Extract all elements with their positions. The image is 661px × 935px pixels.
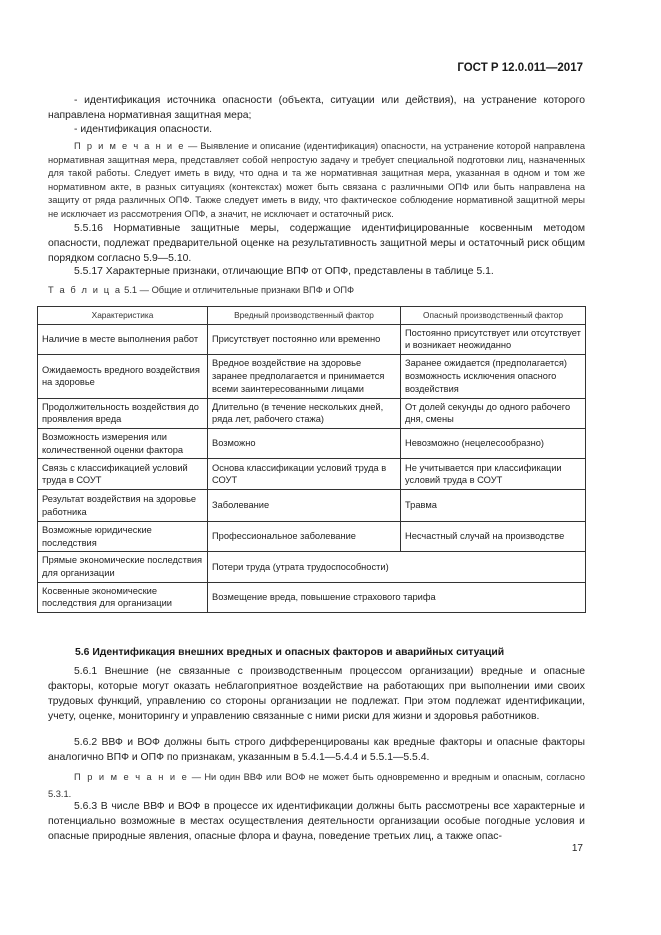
table-row <box>38 428 586 458</box>
section-5-6-title: 5.6 Идентификация внешних вредных и опасных факторов и аварийных ситуаций <box>75 647 505 658</box>
table-cell: Длительно (в течение нескольких дней, ряда лет, рабочего стажа) <box>208 398 401 428</box>
table-cell: Заболевание <box>208 490 401 522</box>
table-caption-text: 5.1 — Общие и отличительные признаки ВПФ и ОПФ <box>121 285 355 295</box>
paragraph-5-5-16: 5.5.16 Нормативные защитные меры, содержащие идентифицированные косвенным методом опасности, подлежат предварительной оценке на результативность защитной меры и остаточный риск общим порядком согласно 5.9—5.10. <box>48 223 585 264</box>
table-cell: Несчастный случай на производстве <box>401 522 586 552</box>
table-cell: Ожидаемость вредного воздействия на здоровье <box>38 354 208 398</box>
table-cell: Постоянно присутствует или отсутствует и возникает неожиданно <box>401 324 586 354</box>
table-row <box>38 490 586 522</box>
document-header-id: ГОСТ Р 12.0.011—2017 <box>457 62 583 74</box>
page-number: 17 <box>571 843 583 854</box>
table-cell: Возможность измерения или количественной оценки фактора <box>38 428 208 458</box>
table-cell: Вредное воздействие на здоровье заранее предполагается и принимается всеми заинтересованными лицами <box>208 354 401 398</box>
table-cell: Прямые экономические последствия для организации <box>38 552 208 582</box>
table-cell: Травма <box>401 490 586 522</box>
table-cell: Результат воздействия на здоровье работника <box>38 490 208 522</box>
table-caption-label: Т а б л и ц а <box>48 285 122 295</box>
table-cell-merged: Возмещение вреда, повышение страхового тарифа <box>208 582 586 612</box>
table-header-row <box>38 307 586 325</box>
intro-bullet-2: - идентификация опасности. <box>74 124 213 135</box>
table-cell: Заранее ожидается (предполагается) возможность исключения опасного воздействия <box>401 354 586 398</box>
table-header-cell: Вредный производственный фактор <box>208 307 401 325</box>
table-cell: Косвенные экономические последствия для организации <box>38 582 208 612</box>
table-cell: Наличие в месте выполнения работ <box>38 324 208 354</box>
table-cell: Возможно <box>208 428 401 458</box>
table-row <box>38 398 586 428</box>
paragraph-5-5-17: 5.5.17 Характерные признаки, отличающие ВПФ от ОПФ, представлены в таблице 5.1. <box>74 266 494 277</box>
note-2 <box>48 769 585 803</box>
table-cell: От долей секунды до одного рабочего дня, смены <box>401 398 586 428</box>
intro-bullet-1: - идентификация источника опасности (объекта, ситуации или действия), на устранение которого направлена нормативная защитная мера; <box>48 95 585 121</box>
table-cell: Связь с классификацией условий труда в СОУТ <box>38 459 208 490</box>
note-2-text: — Ни один ВВФ или ВОФ не может быть одновременно и вредным и опасным, согласно 5.3.1. <box>48 772 585 799</box>
note-2-label: П р и м е ч а н и е <box>74 772 189 782</box>
table-header-cell: Характеристика <box>38 307 208 325</box>
table-row <box>38 354 586 398</box>
table-cell: Возможные юридические последствия <box>38 522 208 552</box>
table-cell-merged: Потери труда (утрата трудоспособности) <box>208 552 586 582</box>
paragraph-5-6-1: 5.6.1 Внешние (не связанные с производственным процессом организации) вредные и опасные факторы, которые могут оказать неблагоприятное воздействие на работающих при выполнении ими своих трудовых функций, управлению со стороны организации не подлежат. При этом подлежат идентификации, учету, оценке, мониторингу и управлению связанные с ними риски для жизни и здоровья работников. <box>48 666 585 722</box>
table-row <box>38 522 586 552</box>
table-cell: Основа классификации условий труда в СОУТ <box>208 459 401 490</box>
table-cell: Профессиональное заболевание <box>208 522 401 552</box>
table-row <box>38 582 586 612</box>
table-row <box>38 459 586 490</box>
table-cell: Продолжительность воздействия до проявления вреда <box>38 398 208 428</box>
table-row <box>38 324 586 354</box>
table-header-cell: Опасный производственный фактор <box>401 307 586 325</box>
table-cell: Не учитывается при классификации условий труда в СОУТ <box>401 459 586 490</box>
note-1 <box>48 140 585 222</box>
table-cell: Присутствует постоянно или временно <box>208 324 401 354</box>
paragraph-5-6-3: 5.6.3 В числе ВВФ и ВОФ в процессе их идентификации должны быть рассмотрены все характерные и потенциально возможные в местах осуществления деятельности организации особые погодные условия и опасные природные явления, опасные флора и фауна, поведение третьих лиц, а также опас- <box>48 801 585 842</box>
comparison-table <box>37 306 586 613</box>
table-cell: Невозможно (нецелесообразно) <box>401 428 586 458</box>
paragraph-5-6-2: 5.6.2 ВВФ и ВОФ должны быть строго дифференцированы как вредные факторы и опасные факторы аналогично ВПФ и ОПФ по признакам, указанным в 5.4.1—5.4.4 и 5.5.1—5.5.4. <box>48 737 585 763</box>
table-row <box>38 552 586 582</box>
note-1-text: — Выявление и описание (идентификация) опасности, на устранение которой направлена нормативная защитная мера, представляет собой непростую задачу и требует специальной подготовки лиц, назначенных для такой работы. Следует иметь в виду, что одна и та же нормативная защитная мера, указанная в одном и том же нормативном акте, в разных ситуациях (контекстах) может быть связана с различными ОПФ или быть направлена на защиту от ряда различных ОПФ. Также следует иметь в виду, что фактическое соблюдение нормативной защитной меры не исключает из рассмотрения ОПФ, а значит, не исключает и остаточный риск. <box>48 141 585 219</box>
note-1-label: П р и м е ч а н и е <box>74 141 186 151</box>
table-caption <box>48 285 354 295</box>
